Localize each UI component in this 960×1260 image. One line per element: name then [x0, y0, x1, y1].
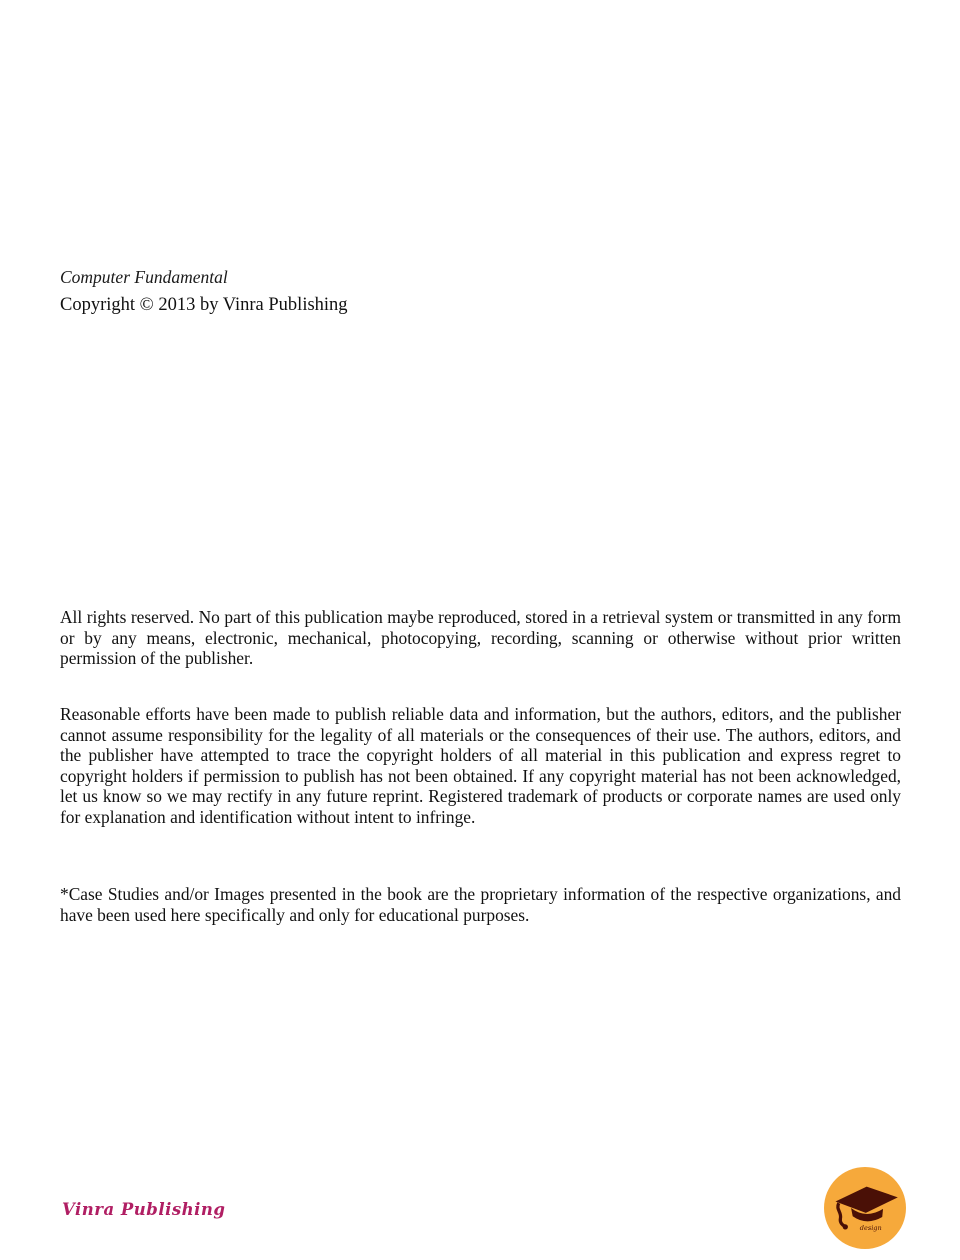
copyright-line: Copyright © 2013 by Vinra Publishing — [60, 295, 348, 315]
book-info-block — [60, 266, 660, 316]
logo-caption-text: design — [859, 1224, 882, 1233]
publisher-wordmark: Vinra Publishing — [62, 1200, 226, 1219]
case-studies-paragraph: *Case Studies and/or Images presented in the book are the proprietary information of the respective organizations, and have been used here specifically and only for educational purposes. — [60, 884, 901, 925]
publisher-logo-badge — [824, 1167, 906, 1249]
rights-reserved-paragraph: All rights reserved. No part of this publication maybe reproduced, stored in a retrieval system or transmitted in any form or by any means, electronic, mechanical, photocopying, recording, scanning or otherwise without prior written permission of the publisher. — [60, 607, 901, 669]
disclaimer-paragraph: Reasonable efforts have been made to publish reliable data and information, but the authors, editors, and the publisher cannot assume responsibility for the legality of all materials or the consequences of their use. The authors, editors, and the publisher have attempted to trace the copyright holders of all material in this publication and express regret to copyright holders if permission to publish has not been obtained. If any copyright material has not been acknowledged, let us know so we may rectify in any future reprint. Registered trademark of products or corporate names are used only for explanation and identification without intent to infringe. — [60, 704, 901, 827]
graduation-cap-icon — [824, 1167, 906, 1249]
book-title: Computer Fundamental — [60, 267, 228, 287]
